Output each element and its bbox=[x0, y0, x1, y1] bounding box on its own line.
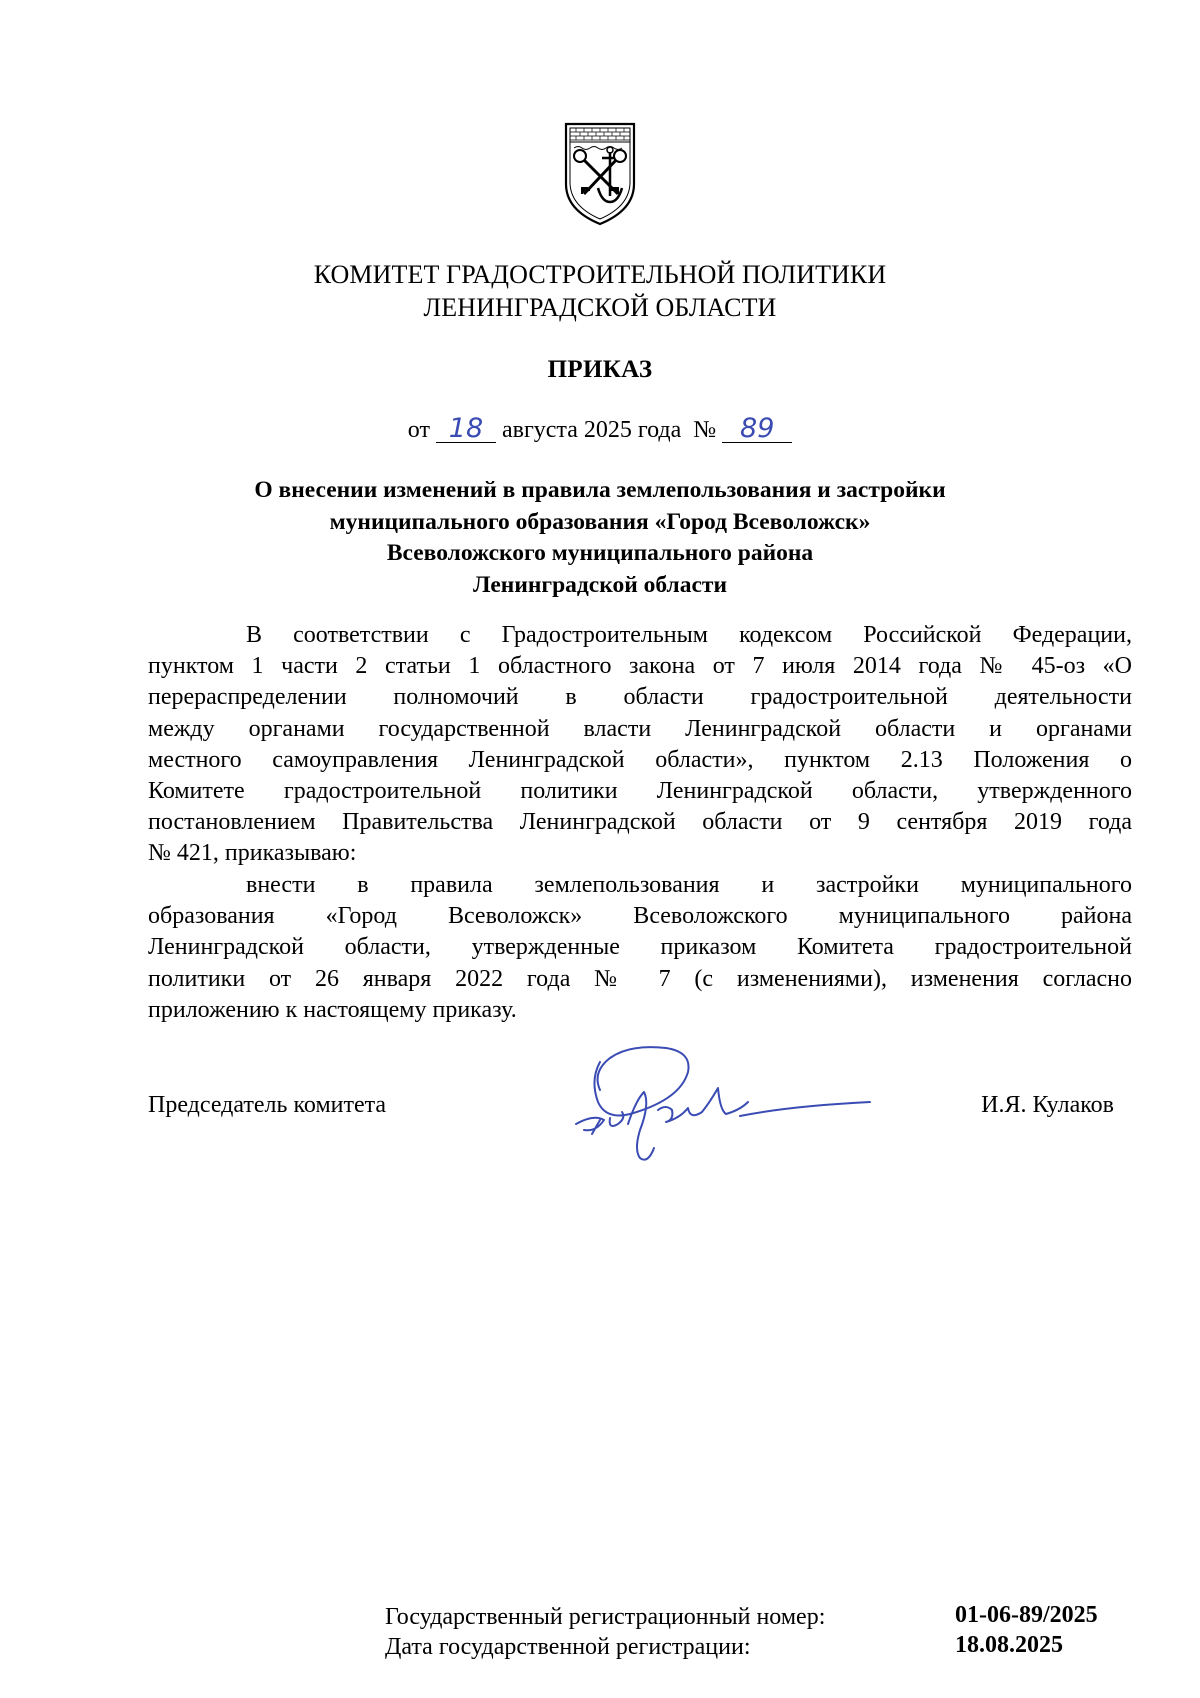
paragraph-line: местного самоуправления Ленинградской области», пунктом 2.13 Положения о bbox=[148, 746, 1132, 773]
paragraph-line: политики от 26 января 2022 года № 7 (с изменениями), изменения согласно bbox=[148, 965, 1132, 992]
signer-name: И.Я. Кулаков bbox=[981, 1092, 1114, 1118]
paragraph-line: № 421, приказываю: bbox=[148, 840, 357, 867]
order-number-handwritten: 89 bbox=[722, 416, 792, 443]
paragraph-line: перераспределении полномочий в области градостроительной деятельности bbox=[148, 684, 1132, 711]
signer-position: Председатель комитета bbox=[148, 1092, 387, 1118]
heading-line: муниципального образования «Город Всеволожск» bbox=[329, 508, 871, 535]
preamble-paragraph bbox=[148, 620, 1132, 870]
committee-name-line-1: КОМИТЕТ ГРАДОСТРОИТЕЛЬНОЙ ПОЛИТИКИ bbox=[313, 260, 887, 289]
operative-paragraph bbox=[148, 870, 1132, 1026]
paragraph-line: пунктом 1 части 2 статьи 1 областного закона от 7 июля 2014 года № 45-оз «О bbox=[148, 653, 1132, 680]
paragraph-line: Ленинградской области, утвержденные приказом Комитета градостроительной bbox=[148, 934, 1132, 961]
order-day-handwritten: 18 bbox=[436, 416, 496, 443]
heading-line: Ленинградской области bbox=[473, 571, 727, 598]
date-month-year: августа 2025 года bbox=[501, 417, 682, 443]
registration-date-label: Дата государственной регистрации: bbox=[385, 1634, 751, 1660]
paragraph-line: внести в правила землепользования и застройки муниципального bbox=[246, 872, 1132, 898]
paragraph-line: Комитете градостроительной политики Ленинградской области, утвержденного bbox=[148, 777, 1132, 804]
heading-line: Всеволожского муниципального района bbox=[386, 540, 814, 566]
paragraph-line: между органами государственной власти Ленинградской области и органами bbox=[148, 715, 1132, 742]
registration-number-value: 01-06-89/2025 bbox=[955, 1602, 1098, 1628]
date-prefix: от bbox=[407, 417, 430, 443]
paragraph-line: приложению к настоящему приказу. bbox=[148, 996, 517, 1023]
paragraph-line: постановлением Правительства Ленинградской области от 9 сентября 2019 года bbox=[148, 809, 1132, 836]
registration-number-label: Государственный регистрационный номер: bbox=[385, 1604, 826, 1630]
handwritten-signature-icon bbox=[570, 1040, 890, 1180]
leningrad-oblast-emblem-icon bbox=[562, 122, 638, 226]
number-sign: № bbox=[693, 417, 717, 443]
paragraph-line: В соответствии с Градостроительным кодексом Российской Федерации, bbox=[246, 622, 1132, 648]
order-heading bbox=[170, 475, 1030, 601]
document-type-title: ПРИКАЗ bbox=[547, 356, 653, 383]
heading-line: О внесении изменений в правила землепользования и застройки bbox=[254, 477, 946, 503]
order-date-number-line bbox=[0, 413, 1200, 444]
registration-date-value: 18.08.2025 bbox=[955, 1632, 1063, 1658]
committee-name-line-2: ЛЕНИНГРАДСКОЙ ОБЛАСТИ bbox=[423, 293, 777, 322]
paragraph-line: образования «Город Всеволожск» Всеволожского муниципального района bbox=[148, 903, 1132, 930]
